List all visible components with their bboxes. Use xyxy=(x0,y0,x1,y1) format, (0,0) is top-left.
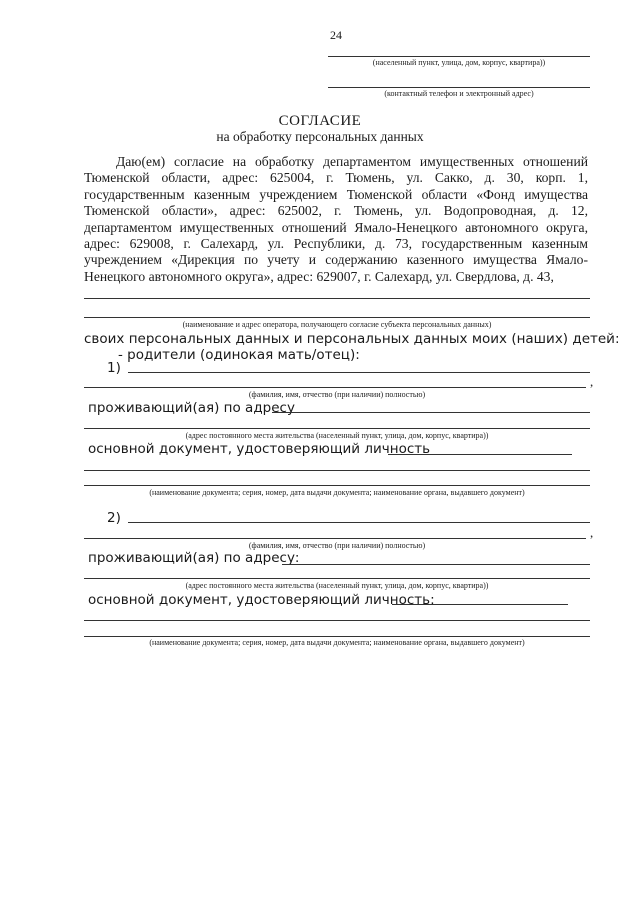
parents-label: - родители (одинокая мать/отец): xyxy=(118,347,360,363)
page-number: 24 xyxy=(330,28,342,42)
own-data-line: своих персональных данных и персональных данных моих (наших) детей: xyxy=(84,331,620,347)
parent2-document-line-3[interactable] xyxy=(84,636,590,637)
parent2-comma: , xyxy=(590,525,594,540)
parent2-document-caption: (наименование документа; серия, номер, дата выдачи документа; наименование органа, выдавшего документ) xyxy=(149,638,525,647)
parent2-residence-line-2[interactable] xyxy=(84,578,590,579)
parent1-document-label: основной документ, удостоверяющий личность xyxy=(88,441,431,457)
parent2-residence-label: проживающий(ая) по адресу: xyxy=(88,550,300,566)
parent1-document-line-1[interactable] xyxy=(388,454,572,455)
consent-text: Даю(ем) согласие на обработку департаментом имущественных отношений Тюменской области, адрес: 625004, г. Тюмень, ул. Сакко, д. 30, корп. 1, государственным казенным учреждением Тюменской области «Фонд имущества Тюменской области», адрес: 625002, г. Тюмень, ул. Водопроводная, д. 12, департаментом имущественных отношений Ямало-Ненецкого автономного округа, адрес: 629008, г. Салехард, ул. Республики, д. 73, государственным казенным учреждением «Дирекция по учету и содержанию казенного имущества Ямало-Ненецкого автономного округа», адрес: 629007, г. Салехард, ул. Свердлова, д. 43, xyxy=(84,154,588,284)
parent2-name-caption: (фамилия, имя, отчество (при наличии) полностью) xyxy=(248,541,426,550)
document-title: СОГЛАСИЕ xyxy=(278,113,362,129)
contact-caption: (контактный телефон и электронный адрес) xyxy=(384,89,534,98)
parent1-residence-caption: (адрес постоянного места жительства (населенный пункт, улица, дом, корпус, квартира)) xyxy=(185,431,489,440)
parent1-comma: , xyxy=(590,374,594,389)
parent1-name-line-1[interactable] xyxy=(128,372,590,373)
address-field-line[interactable] xyxy=(328,56,590,57)
operator-field-line-2[interactable] xyxy=(84,317,590,318)
document-subtitle: на обработку персональных данных xyxy=(216,129,424,144)
parent2-name-line-2[interactable] xyxy=(84,538,586,539)
operator-field-line-1[interactable] xyxy=(84,298,590,299)
parent2-document-label: основной документ, удостоверяющий личность: xyxy=(88,592,435,608)
contact-field-line[interactable] xyxy=(328,87,590,88)
parent2-residence-caption: (адрес постоянного места жительства (населенный пункт, улица, дом, корпус, квартира)) xyxy=(185,581,489,590)
parent2-document-line-1[interactable] xyxy=(392,604,568,605)
parent1-residence-label: проживающий(ая) по адресу xyxy=(88,400,295,416)
parent1-name-caption: (фамилия, имя, отчество (при наличии) полностью) xyxy=(248,390,426,399)
parent2-number: 2) xyxy=(107,510,121,526)
parent1-number: 1) xyxy=(107,360,121,376)
parent1-residence-line-1[interactable] xyxy=(272,412,590,413)
consent-paragraph xyxy=(84,154,588,285)
address-caption: (населенный пункт, улица, дом, корпус, квартира)) xyxy=(372,58,546,67)
parent2-document-line-2[interactable] xyxy=(84,620,590,621)
parent1-document-line-3[interactable] xyxy=(84,485,590,486)
parent2-residence-line-1[interactable] xyxy=(282,564,590,565)
parent1-name-line-2[interactable] xyxy=(84,387,586,388)
operator-caption: (наименование и адрес оператора, получающего согласие субъекта персональных данных) xyxy=(182,320,492,329)
parent1-document-line-2[interactable] xyxy=(84,470,590,471)
parent1-document-caption: (наименование документа; серия, номер, дата выдачи документа; наименование органа, выдавшего документ) xyxy=(149,488,525,497)
parent1-residence-line-2[interactable] xyxy=(84,428,590,429)
parent2-name-line-1[interactable] xyxy=(128,522,590,523)
